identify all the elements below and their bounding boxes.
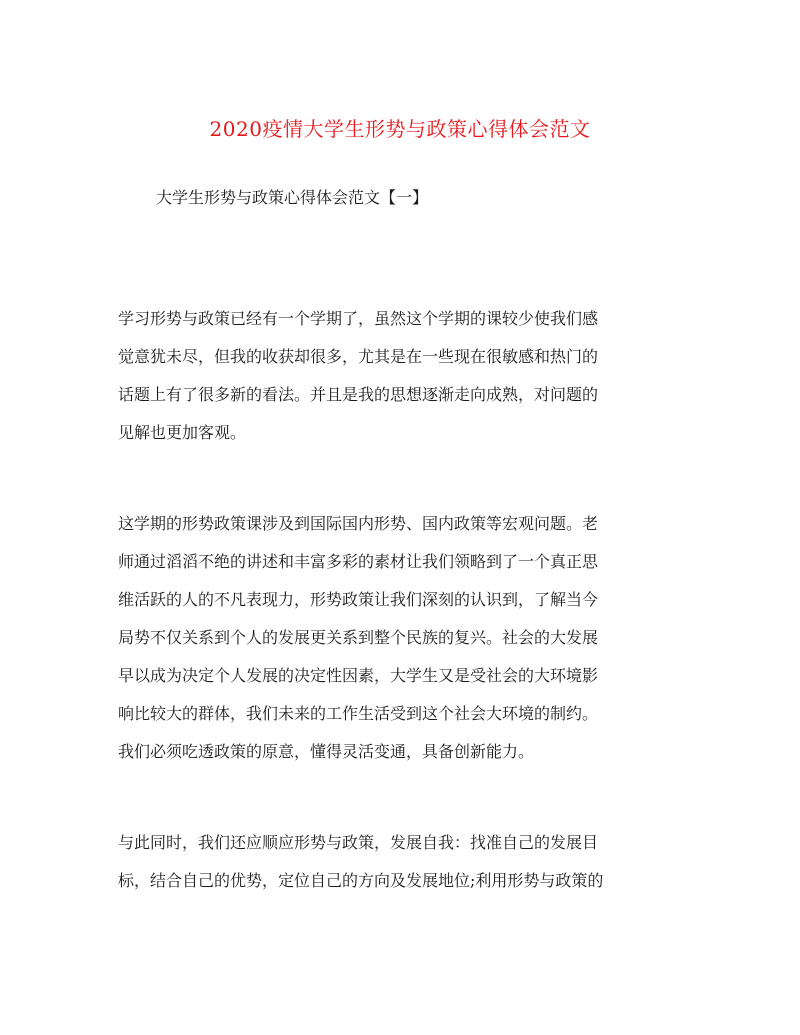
paragraph-2-line-2: 师通过滔滔不绝的讲述和丰富多彩的素材让我们领略到了一个真正思 (118, 552, 599, 571)
paragraph-2-line-6: 响比较大的群体，我们未来的工作生活受到这个社会大环境的制约。 (118, 704, 599, 723)
paragraph-2-line-5: 早以成为决定个人发展的决定性因素，大学生又是受社会的大环境影 (118, 666, 599, 685)
paragraph-2-line-3: 维活跃的人的不凡表现力，形势政策让我们深刻的认识到，了解当今 (118, 590, 599, 609)
paragraph-1-line-4: 见解也更加客观。 (118, 423, 247, 442)
paragraph-3-line-2: 标，结合自己的优势，定位自己的方向及发展地位;利用形势与政策的 (118, 871, 604, 890)
paragraph-1-line-3: 话题上有了很多新的看法。并且是我的思想逐渐走向成熟，对问题的 (118, 385, 599, 404)
paragraph-3-line-1: 与此同时，我们还应顺应形势与政策，发展自我：找准自己的发展目 (118, 833, 599, 852)
paragraph-1-line-2: 觉意犹未尽，但我的收获却很多，尤其是在一些现在很敏感和热门的 (118, 347, 599, 366)
paragraph-2-line-7: 我们必须吃透政策的原意，懂得灵活变通，具备创新能力。 (118, 742, 535, 761)
paragraph-1-line-1: 学习形势与政策已经有一个学期了，虽然这个学期的课较少使我们感 (118, 309, 599, 328)
paragraph-2-line-1: 这学期的形势政策课涉及到国际国内形势、国内政策等宏观问题。老 (118, 514, 599, 533)
document-title: 2020疫情大学生形势与政策心得体会范文 (209, 117, 591, 141)
section-heading: 大学生形势与政策心得体会范文【一】 (156, 188, 429, 207)
paragraph-2-line-4: 局势不仅关系到个人的发展更关系到整个民族的复兴。社会的大发展 (118, 628, 599, 647)
